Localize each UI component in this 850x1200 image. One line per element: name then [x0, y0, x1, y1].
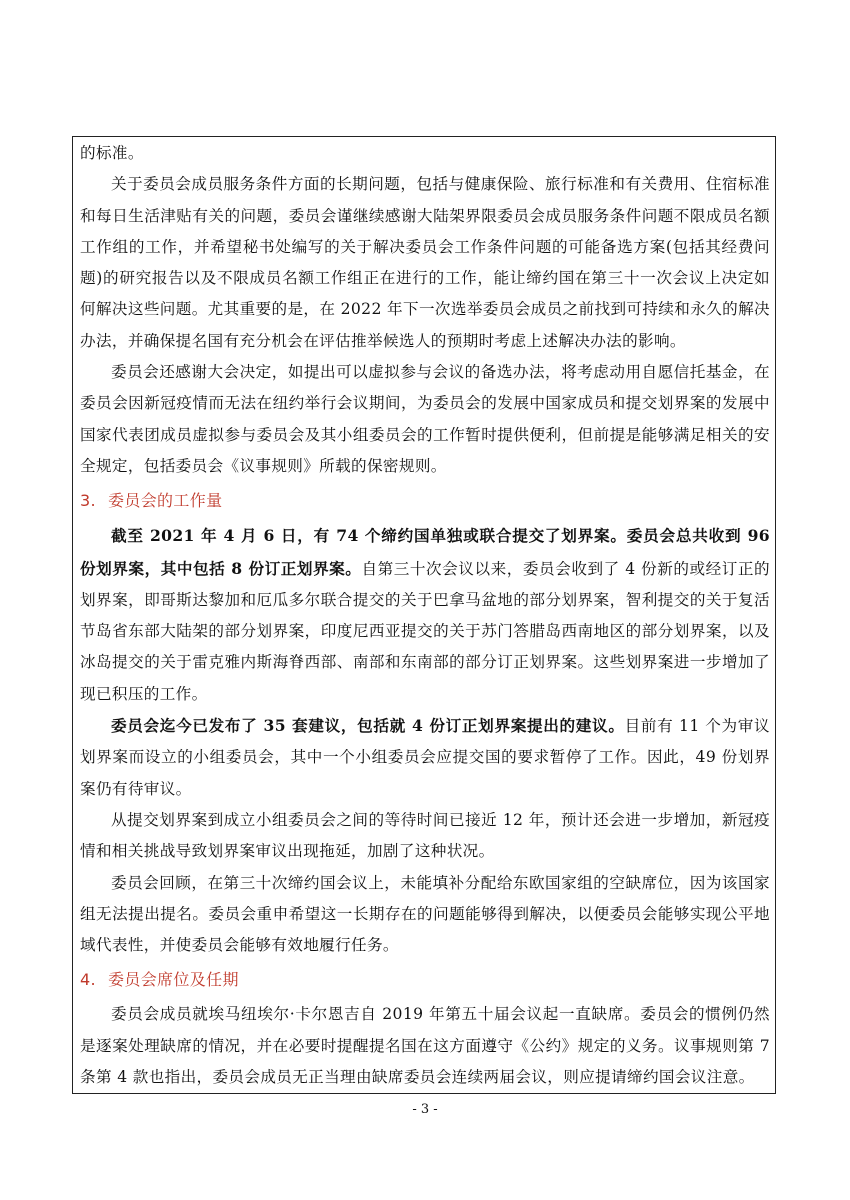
section-number: 3.: [80, 491, 96, 511]
bold-text: 委员会迄今已发布了 35 套建议，包括就 4 份订正划界案提出的建议。: [111, 716, 625, 736]
section-number: 4.: [80, 970, 96, 990]
section-heading-membership: [80, 965, 770, 995]
paragraph-recommendations: [80, 710, 770, 805]
document-body: [80, 138, 770, 1093]
paragraph-virtual-participation: 委员会还感谢大会决定，如提出可以虚拟参与会议的备选办法，将考虑动用自愿信托基金，在委员会因新冠疫情而无法在纽约举行会议期间，为委员会的发展中国家成员和提交划界案的发展中国家代表团成员虚拟参与委员会及其小组委员会的工作暂时提供便利，但前提是能够满足相关的安全规定，包括委员会《议事规则》所载的保密规则。: [80, 363, 770, 475]
paragraph-service-conditions: 关于委员会成员服务条件方面的长期问题，包括与健康保险、旅行标准和有关费用、住宿标准和每日生活津贴有关的问题，委员会谨继续感谢大陆架界限委员会成员服务条件问题不限成员名额工作组的工作，并希望秘书处编写的关于解决委员会工作条件问题的可能备选方案(包括其经费问题)的研究报告以及不限成员名额工作组正在进行的工作，能让缔约国在第三十一次会议上决定如何解决这些问题。尤其重要的是，在 2022 年下一次选举委员会成员之前找到可持续和永久的解决办法，并确保提名国有充分机会在评估推举候选人的预期时考虑上述解决办法的影响。: [80, 175, 770, 350]
bold-text: 截至 2021 年 4 月 6 日，有 74 个缔约国单独或联合提交了划界案。委员会总共收到 96 份划界案，其中包括 8 份订正划界案。: [80, 526, 770, 578]
body-text: 自第三十次会议以来，委员会收到了 4 份新的或经订正的划界案，即哥斯达黎加和厄瓜多尔联合提交的关于巴拿马盆地的部分划界案，智利提交的关于复活节岛省东部大陆架的部分划界案，印度尼西亚提交的关于苏门答腊岛西南地区的部分划界案，以及冰岛提交的关于雷克雅内斯海脊西部、南部和东南部的部分订正划界案。这些划界案进一步增加了现已积压的工作。: [80, 559, 771, 703]
section-title: 委员会的工作量: [108, 491, 223, 511]
paragraph-vacant-seat: 委员会回顾，在第三十次缔约国会议上，未能填补分配给东欧国家组的空缺席位，因为该国家组无法提出提名。委员会重申希望这一长期存在的问题能够得到解决，以便委员会能够实现公平地域代表性，并使委员会能够有效地履行任务。: [80, 873, 770, 955]
paragraph-waiting-time: 从提交划界案到成立小组委员会之间的等待时间已接近 12 年，预计还会进一步增加，新冠疫情和相关挑战导致划界案审议出现拖延，加剧了这种状况。: [80, 810, 770, 861]
paragraph-submissions: [80, 520, 770, 710]
paragraph-continuation: 的标准。: [80, 144, 144, 162]
section-title: 委员会席位及任期: [108, 970, 239, 990]
body-text: 目前有 11 个为审议划界案而设立的小组委员会，其中一个小组委员会应提交国的要求暂停了工作。因此，49 份划界案仍有待审议。: [80, 717, 770, 798]
page-number: - 3 -: [412, 1102, 438, 1117]
section-heading-workload: [80, 486, 770, 516]
paragraph-absence: 委员会成员就埃马纽埃尔·卡尔恩吉自 2019 年第五十届会议起一直缺席。委员会的惯例仍然是逐案处理缺席的情况，并在必要时提醒提名国在这方面遵守《公约》规定的义务。议事规则第 7 条第 4 款也指出，委员会成员无正当理由缺席委员会连续两届会议，则应提请缔约国会议注意。: [80, 1005, 770, 1087]
